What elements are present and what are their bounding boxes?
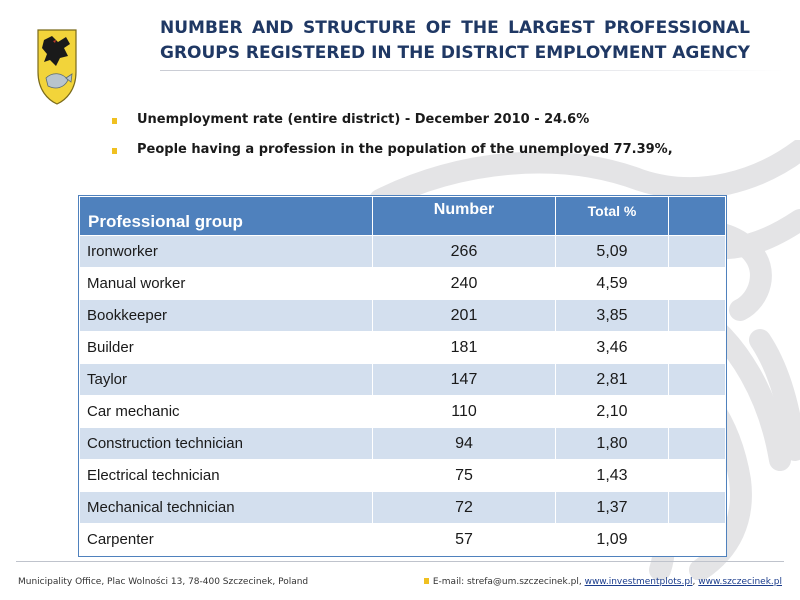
cell-group: Builder	[80, 332, 373, 364]
cell-total: 1,09	[556, 524, 669, 556]
header-number: Number	[373, 197, 556, 236]
cell-group: Mechanical technician	[80, 492, 373, 524]
link-investmentplots[interactable]: www.investmentplots.pl	[584, 577, 693, 587]
footer-email: E-mail: strefa@um.szczecinek.pl,	[432, 577, 582, 587]
professional-groups-table	[79, 196, 726, 556]
bullet-profession-share	[110, 140, 673, 170]
cell-number: 266	[373, 236, 556, 268]
cell-number: 75	[373, 460, 556, 492]
page-title	[160, 16, 750, 66]
footer-contact	[424, 577, 782, 587]
cell-total: 3,85	[556, 300, 669, 332]
cell-number: 72	[373, 492, 556, 524]
cell-total: 2,10	[556, 396, 669, 428]
table-row	[80, 364, 726, 396]
table-row	[80, 236, 726, 268]
bullet-text: Unemployment rate (entire district) - December 2010 - 24.6%	[137, 112, 590, 127]
header-empty	[669, 197, 726, 236]
table-row	[80, 492, 726, 524]
cell-empty	[669, 236, 726, 268]
cell-total: 1,43	[556, 460, 669, 492]
cell-group: Carpenter	[80, 524, 373, 556]
cell-number: 201	[373, 300, 556, 332]
griffin-coat-of-arms-icon	[36, 28, 78, 106]
cell-group: Bookkeeper	[80, 300, 373, 332]
table-row	[80, 300, 726, 332]
footer-divider	[16, 561, 784, 562]
cell-empty	[669, 332, 726, 364]
cell-empty	[669, 396, 726, 428]
cell-total: 1,80	[556, 428, 669, 460]
table-row	[80, 524, 726, 556]
title-divider	[160, 70, 784, 71]
cell-total: 4,59	[556, 268, 669, 300]
cell-number: 94	[373, 428, 556, 460]
table-row	[80, 428, 726, 460]
bullet-text: People having a profession in the population of the unemployed 77.39%,	[137, 142, 673, 157]
cell-group: Construction technician	[80, 428, 373, 460]
link-szczecinek[interactable]: www.szczecinek.pl	[698, 577, 782, 587]
footer-separator: ,	[692, 577, 696, 587]
cell-empty	[669, 300, 726, 332]
cell-total: 3,46	[556, 332, 669, 364]
cell-empty	[669, 268, 726, 300]
square-bullet-icon	[112, 118, 117, 124]
footer-address: Municipality Office, Plac Wolności 13, 78-400 Szczecinek, Poland	[18, 577, 309, 587]
page-title-line-2: GROUPS REGISTERED IN THE DISTRICT EMPLOYMENT AGENCY	[160, 43, 750, 63]
square-bullet-icon	[112, 148, 117, 154]
cell-total: 5,09	[556, 236, 669, 268]
cell-number: 147	[373, 364, 556, 396]
cell-group: Manual worker	[80, 268, 373, 300]
cell-total: 2,81	[556, 364, 669, 396]
page-title-line-1: NUMBER AND STRUCTURE OF THE LARGEST PROFESSIONAL	[160, 18, 750, 38]
cell-number: 240	[373, 268, 556, 300]
table-row	[80, 332, 726, 364]
table-header-row	[80, 197, 726, 236]
square-bullet-icon	[424, 578, 429, 584]
cell-empty	[669, 524, 726, 556]
cell-number: 181	[373, 332, 556, 364]
table-row	[80, 460, 726, 492]
cell-group: Ironworker	[80, 236, 373, 268]
cell-group: Electrical technician	[80, 460, 373, 492]
header-professional-group: Professional group	[80, 197, 373, 236]
cell-number: 57	[373, 524, 556, 556]
cell-empty	[669, 364, 726, 396]
header-total-percent: Total %	[556, 197, 669, 236]
cell-number: 110	[373, 396, 556, 428]
bullet-unemployment-rate	[110, 110, 673, 140]
cell-group: Taylor	[80, 364, 373, 396]
cell-empty	[669, 460, 726, 492]
cell-empty	[669, 428, 726, 460]
table-row	[80, 396, 726, 428]
summary-bullets	[110, 110, 673, 170]
cell-group: Car mechanic	[80, 396, 373, 428]
cell-total: 1,37	[556, 492, 669, 524]
cell-empty	[669, 492, 726, 524]
table-row	[80, 268, 726, 300]
